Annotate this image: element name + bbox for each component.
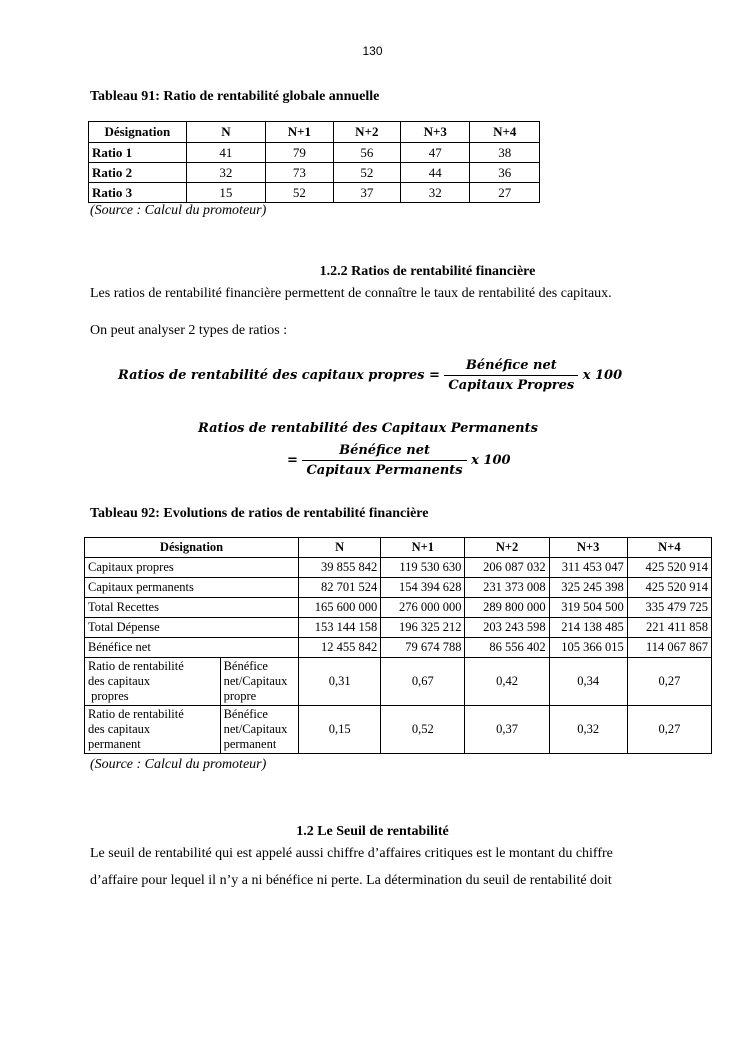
table92-header: N [299,538,381,558]
table92-ratio-label-line: des capitaux [88,722,151,736]
table92-ratio-formula-line: Bénéfice [223,659,268,673]
table92-ratio-label [85,706,221,754]
formula1-lhs: Ratios de rentabilité des capitaux propres = [118,368,440,383]
table92-header: N+3 [549,538,627,558]
table91-cell: 15 [186,183,266,203]
table91-header: N+1 [266,122,333,143]
formula-capitaux-permanents [287,443,511,478]
table92-ratio-cell: 0,15 [299,706,381,754]
table91-header: N+3 [401,122,470,143]
table92-cell: 214 138 485 [549,618,627,638]
table91-row [89,163,540,183]
formula1-denominator: Capitaux Propres [448,378,575,393]
table92-ratio-formula-line: propre [223,689,257,703]
table91-row [89,183,540,203]
table92-row-label: Capitaux propres [85,558,299,578]
section-12-para-line2: d’affaire pour lequel il n’y a ni bénéfice ni perte. La détermination du seuil de rentabilité doit [90,873,612,888]
table92-header: N+4 [627,538,711,558]
table92-header: N+1 [381,538,465,558]
table92-ratio-cell: 0,37 [465,706,549,754]
table92-ratio-cell: 0,42 [465,658,549,706]
table91-caption: Tableau 91: Ratio de rentabilité globale annuelle [90,89,380,104]
table92-ratio-label-line: des capitaux [88,674,151,688]
table92-ratio-label [85,658,221,706]
table92-cell: 12 455 842 [299,638,381,658]
table92-cell: 325 245 398 [549,578,627,598]
table92-cell: 105 366 015 [549,638,627,658]
table92-ratio-label-line: propres [88,689,129,703]
table92-row [85,638,712,658]
table92-cell: 154 394 628 [381,578,465,598]
table92-ratio-cell: 0,27 [627,658,711,706]
table92-cell: 82 701 524 [299,578,381,598]
table91-header: Désignation [89,122,187,143]
table92-ratio-formula [220,658,299,706]
section-122-heading: 1.2.2 Ratios de rentabilité financière [319,264,536,279]
table92-cell: 119 530 630 [381,558,465,578]
table92-cell: 39 855 842 [299,558,381,578]
table91 [88,121,540,203]
table92-ratio-row [85,706,712,754]
section-122-para2: On peut analyser 2 types de ratios : [90,323,288,338]
table92-ratio-cell: 0,32 [549,706,627,754]
table91-row-label: Ratio 3 [89,183,187,203]
table91-source: (Source : Calcul du promoteur) [90,203,267,218]
table92-cell: 86 556 402 [465,638,549,658]
table91-row-label: Ratio 2 [89,163,187,183]
table92-ratio-label-line: Ratio de rentabilité [88,707,184,721]
table91-cell: 37 [333,183,400,203]
formula2-lhs: Ratios de rentabilité des Capitaux Permanents [198,421,538,436]
table92-cell: 425 520 914 [627,578,711,598]
table91-header: N+2 [333,122,400,143]
table92-ratio-formula-line: net/Capitaux [223,674,288,688]
table92-cell: 231 373 008 [465,578,549,598]
table92-ratio-formula-line: net/Capitaux [223,722,288,736]
formula2-numerator: Bénéfice net [302,443,466,461]
table91-row-label: Ratio 1 [89,143,187,163]
table92-row-label: Capitaux permanents [85,578,299,598]
table92-header-row [85,538,712,558]
table92-ratio-cell: 0,34 [549,658,627,706]
table92-ratio-row [85,658,712,706]
table92-cell: 425 520 914 [627,558,711,578]
section-122-para1: Les ratios de rentabilité financière permettent de connaître le taux de rentabilité des capitaux. [90,286,612,301]
table92-ratio-formula [220,706,299,754]
table92-ratio-cell: 0,27 [627,706,711,754]
formula2-equals: = [287,453,298,468]
table92-row [85,618,712,638]
table91-cell: 27 [470,183,540,203]
table92-cell: 196 325 212 [381,618,465,638]
table91-cell: 38 [470,143,540,163]
table92-cell: 311 453 047 [549,558,627,578]
table92-ratio-cell: 0,52 [381,706,465,754]
table92-row-label: Bénéfice net [85,638,299,658]
table92-caption: Tableau 92: Evolutions de ratios de rentabilité financière [90,506,429,521]
table92-row [85,558,712,578]
table92-ratio-cell: 0,31 [299,658,381,706]
table92-cell: 203 243 598 [465,618,549,638]
table91-cell: 41 [186,143,266,163]
table92-cell: 319 504 500 [549,598,627,618]
table91-header: N+4 [470,122,540,143]
formula1-factor: x 100 [582,368,623,383]
table92-ratio-cell: 0,67 [381,658,465,706]
page-number: 130 [362,44,383,58]
table91-cell: 52 [333,163,400,183]
formula2-denominator: Capitaux Permanents [306,463,463,478]
table92-cell: 276 000 000 [381,598,465,618]
table91-header: N [186,122,266,143]
table91-cell: 73 [266,163,333,183]
table92-cell: 335 479 725 [627,598,711,618]
table91-header-row [89,122,540,143]
table91-cell: 47 [401,143,470,163]
table92-ratio-formula-line: Bénéfice [223,707,268,721]
table91-cell: 79 [266,143,333,163]
table92-ratio-formula-line: permanent [223,737,277,751]
table92-cell: 153 144 158 [299,618,381,638]
table92-row [85,598,712,618]
table92-cell: 206 087 032 [465,558,549,578]
table92-cell: 221 411 858 [627,618,711,638]
table92-row-label: Total Dépense [85,618,299,638]
formula1-fraction [444,358,578,393]
formula1-numerator: Bénéfice net [444,358,578,376]
table92-cell: 114 067 867 [627,638,711,658]
formula-capitaux-propres [118,358,622,393]
table92-source: (Source : Calcul du promoteur) [90,757,267,772]
table92-ratio-label-line: Ratio de rentabilité [88,659,184,673]
table92-cell: 79 674 788 [381,638,465,658]
table92-header: N+2 [465,538,549,558]
table91-cell: 44 [401,163,470,183]
table92-cell: 165 600 000 [299,598,381,618]
table92-row-label: Total Recettes [85,598,299,618]
table91-cell: 36 [470,163,540,183]
table92-row [85,578,712,598]
table91-cell: 52 [266,183,333,203]
formula2-fraction [302,443,466,478]
table92-header: Désignation [85,538,299,558]
table91-cell: 32 [401,183,470,203]
table91-row [89,143,540,163]
table92 [84,537,712,754]
section-12-para-line1: Le seuil de rentabilité qui est appelé aussi chiffre d’affaires critiques est le montant du chiffre [90,846,613,861]
table91-cell: 56 [333,143,400,163]
section-12-heading: 1.2 Le Seuil de rentabilité [296,824,449,839]
table92-ratio-label-line: permanent [88,737,141,751]
formula2-factor: x 100 [471,453,511,468]
table92-cell: 289 800 000 [465,598,549,618]
table91-cell: 32 [186,163,266,183]
